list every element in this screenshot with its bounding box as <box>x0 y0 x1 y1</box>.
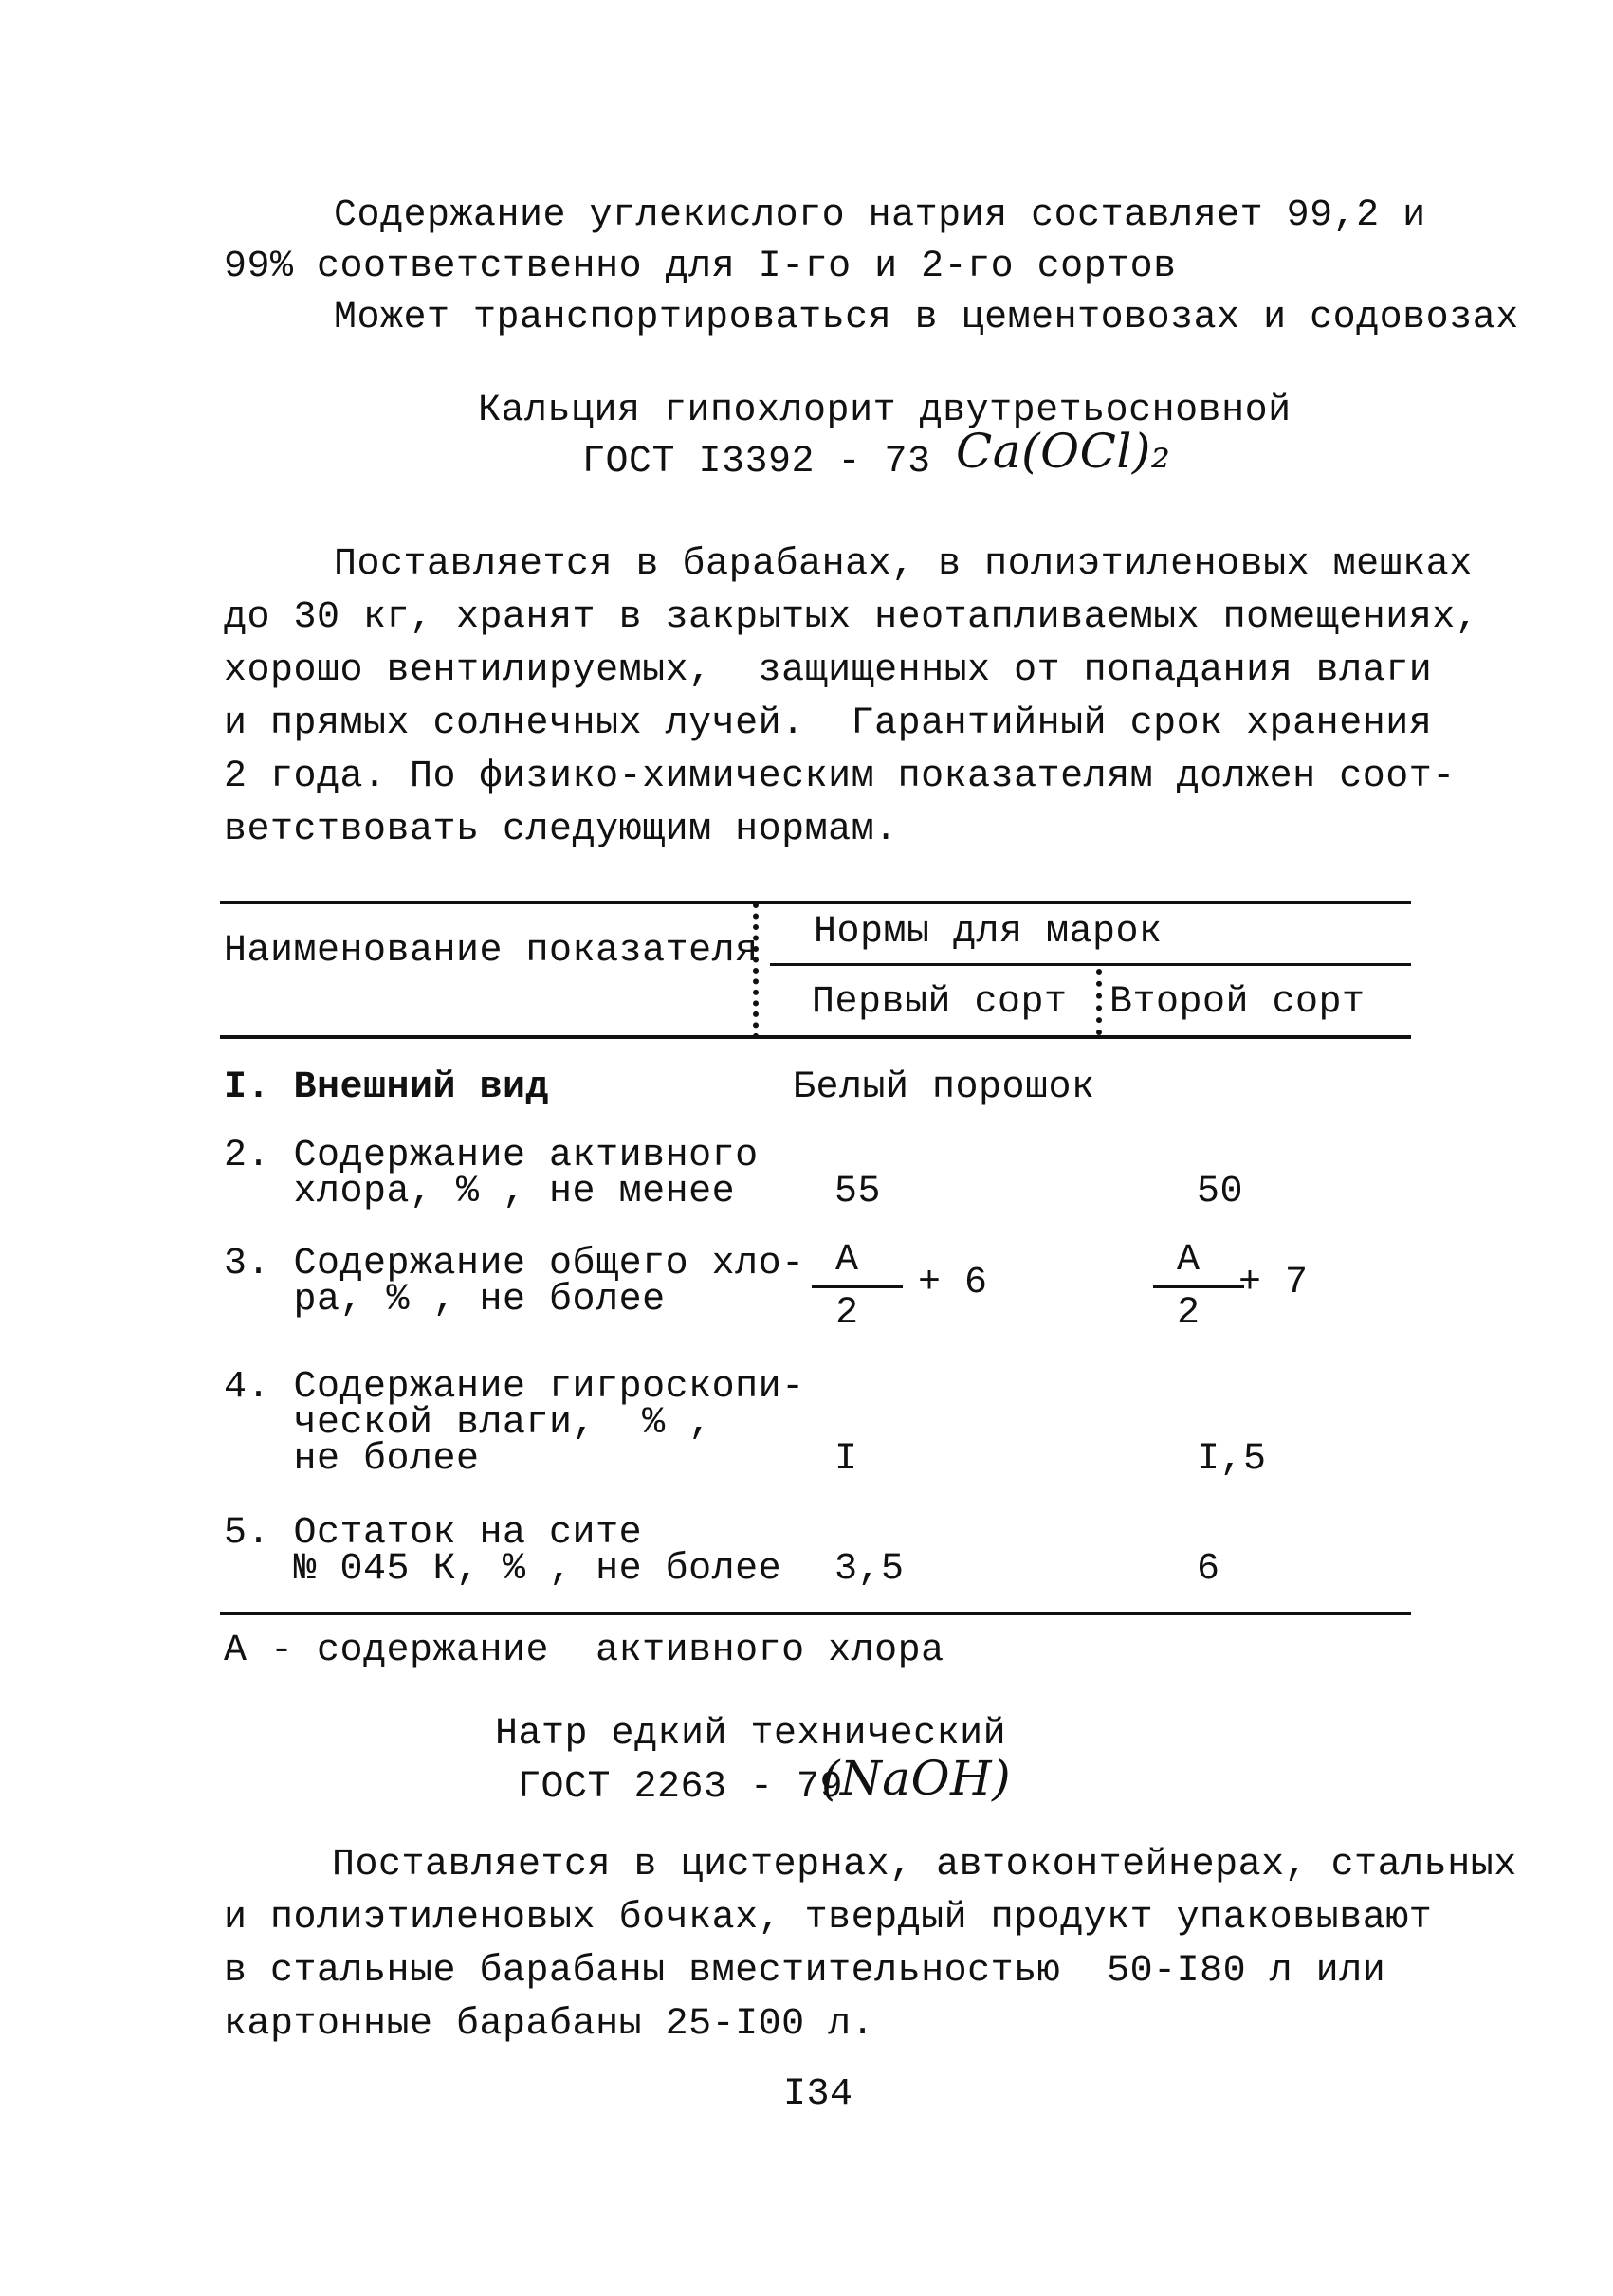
row2-name-line-1: 2. Содержание активного <box>224 1135 759 1177</box>
section2-para-line-3: в стальные барабаны вместительностью 50-I80 л или <box>224 1950 1386 1993</box>
intro-line-2: 99% соответственно для I-го и 2-го сортов <box>224 246 1177 288</box>
row3-second-add: + 7 <box>1238 1262 1309 1304</box>
row3-first-numerator: A <box>834 1239 858 1282</box>
section2-title: Натр едкий технический <box>495 1713 1007 1756</box>
table-bottom-rule <box>220 1612 1411 1615</box>
row3-first-fraction-bar <box>812 1285 903 1288</box>
row2-name-line-2: хлора, % , не менее <box>224 1171 736 1213</box>
row5-first: 3,5 <box>834 1548 905 1591</box>
table-header-second: Второй сорт <box>1109 981 1366 1024</box>
table-header-norms: Нормы для марок <box>814 911 1163 954</box>
row3-name-line-1: 3. Содержание общего хло- <box>224 1243 805 1285</box>
section1-para-line-2: до 30 кг, хранят в закрытых неотапливаемых помещениях, <box>224 596 1479 639</box>
section1-para-line-4: и прямых солнечных лучей. Гарантийный срок хранения <box>224 702 1433 745</box>
row4-name-line-1: 4. Содержание гигроскопи- <box>224 1366 805 1409</box>
row3-name-line-2: ра, % , не более <box>224 1279 666 1321</box>
row1-first: Белый порошок <box>793 1066 1095 1109</box>
page-number: I34 <box>783 2073 853 2116</box>
section2-para-line-2: и полиэтиленовых бочках, твердый продукт упаковывают <box>224 1897 1433 1940</box>
section1-formula: Ca(OCl)₂ <box>956 424 1171 479</box>
section1-para-line-5: 2 года. По физико-химическим показателям должен соот- <box>224 756 1456 798</box>
table-top-rule <box>220 901 1411 904</box>
section2-para-line-4: картонные барабаны 25-I00 л. <box>224 2003 875 2046</box>
row5-second: 6 <box>1197 1548 1220 1591</box>
row3-second-numerator: A <box>1176 1239 1200 1282</box>
table-header-first: Первый сорт <box>812 981 1068 1024</box>
row5-name-line-2: № 045 К, % , не более <box>224 1548 782 1591</box>
row2-first: 55 <box>834 1171 882 1213</box>
table-header-name: Наименование показателя <box>224 930 759 973</box>
row3-first-add: + 6 <box>918 1262 988 1304</box>
section2-gost: ГОСТ 2263 - 79 <box>518 1766 844 1809</box>
row3-first-denominator: 2 <box>834 1292 858 1335</box>
section1-para-line-1: Поставляется в барабанах, в полиэтиленовых мешках <box>334 543 1473 586</box>
section1-para-line-3: хорошо вентилируемых, защищенных от попадания влаги <box>224 649 1433 692</box>
row1-name-line-1: I. Внешний вид <box>224 1066 550 1109</box>
row2-second: 50 <box>1197 1171 1244 1213</box>
intro-line-1: Содержание углекислого натрия составляет 99,2 и <box>334 194 1426 237</box>
row4-first: I <box>834 1438 858 1481</box>
row4-name-line-2: ческой влаги, % , <box>224 1402 712 1445</box>
section1-para-line-6: ветствовать следующим нормам. <box>224 809 898 851</box>
row3-second-fraction-bar <box>1153 1285 1244 1288</box>
row5-name-line-1: 5. Остаток на сите <box>224 1512 643 1555</box>
table-footnote: A - содержание активного хлора <box>224 1630 944 1672</box>
table-header-divider <box>753 902 764 1039</box>
row4-name-line-3: не более <box>224 1438 480 1481</box>
intro-line-3: Может транспортироваться в цементовозах и содовозах <box>334 297 1519 339</box>
row3-second-denominator: 2 <box>1176 1292 1200 1335</box>
section1-title: Кальция гипохлорит двутретьосновной <box>478 390 1292 432</box>
section2-para-line-1: Поставляется в цистернах, автоконтейнерах, стальных <box>332 1844 1517 1886</box>
table-norms-rule <box>770 963 1411 966</box>
section2-formula: (NaOH) <box>821 1751 1012 1806</box>
table-header-bottom-rule <box>220 1035 1411 1039</box>
section1-gost: ГОСТ I3392 - 73 <box>582 441 931 483</box>
row4-second: I,5 <box>1197 1438 1267 1481</box>
table-subheader-divider <box>1096 969 1108 1035</box>
